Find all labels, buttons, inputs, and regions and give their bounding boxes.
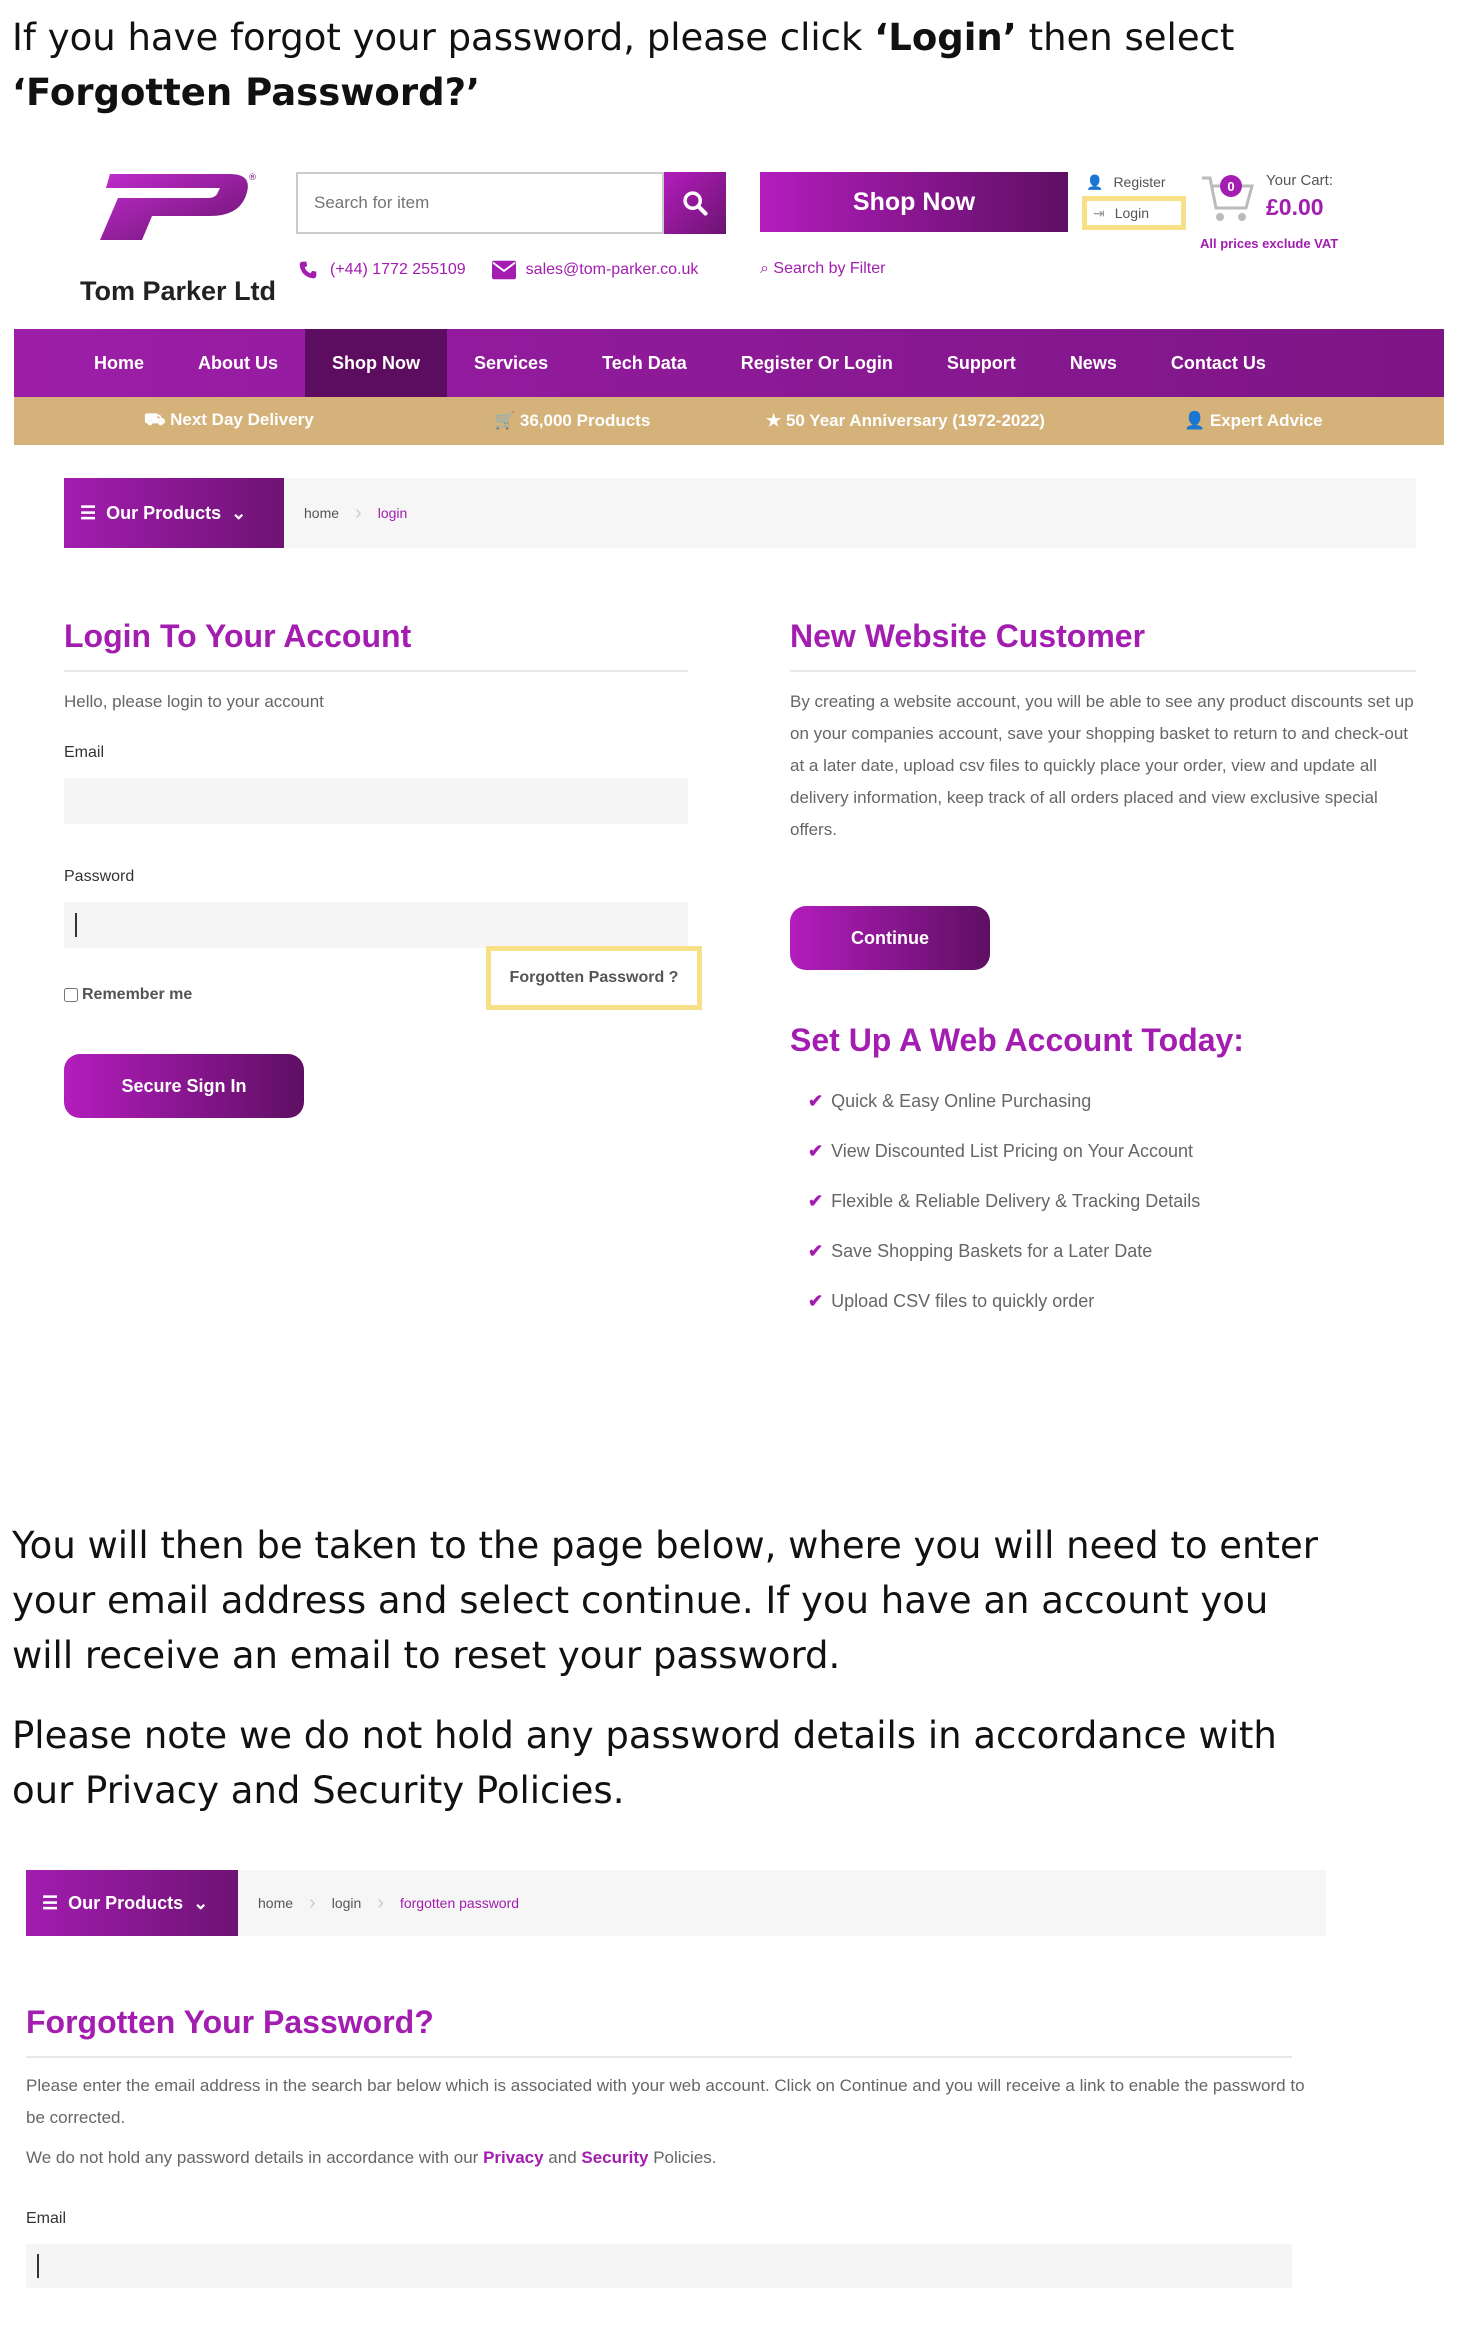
- search-box: [296, 172, 664, 234]
- check-icon: ✔: [808, 1140, 824, 1161]
- phone-number[interactable]: (+44) 1772 255109: [330, 261, 466, 278]
- remember-me-checkbox[interactable]: [64, 988, 78, 1002]
- forgot-email-label: Email: [26, 2210, 67, 2227]
- chevron-down-icon: ⌄: [231, 502, 247, 523]
- forgot-title: Forgotten Your Password?: [26, 2004, 434, 2040]
- check-icon: ✔: [808, 1290, 824, 1311]
- intro-paragraph: [12, 10, 1452, 120]
- search-filter-label: Search by Filter: [773, 260, 886, 277]
- account-links: [1082, 170, 1186, 230]
- login-link[interactable]: [1082, 196, 1186, 230]
- continue-button[interactable]: Continue: [790, 906, 990, 970]
- breadcrumb-home[interactable]: home: [304, 505, 340, 521]
- breadcrumb-login[interactable]: login: [331, 1895, 362, 1911]
- policy-paragraph: Please note we do not hold any password details in accordance with our Privacy and Security Policies.: [12, 1714, 1277, 1812]
- envelope-icon: [492, 258, 516, 282]
- search-input[interactable]: [298, 174, 662, 232]
- person-icon: 👤: [1184, 411, 1210, 430]
- email-label: Email: [64, 744, 105, 761]
- search-by-filter-link[interactable]: [760, 260, 885, 278]
- our-products-button[interactable]: [64, 478, 284, 548]
- intro-text-1: If you have forgot your password, please click: [12, 16, 875, 59]
- breadcrumb-home[interactable]: home: [258, 1895, 294, 1911]
- nav-support[interactable]: Support: [946, 352, 1016, 373]
- our-products-button[interactable]: [26, 1870, 238, 1936]
- breadcrumb-separator-icon: ›: [309, 1891, 316, 1914]
- phone-icon: [296, 258, 320, 282]
- svg-text:®: ®: [248, 173, 257, 183]
- benefit-text: Save Shopping Baskets for a Later Date: [831, 1240, 1153, 1261]
- nav-news[interactable]: News: [1069, 352, 1117, 373]
- benefit-text: Flexible & Reliable Delivery & Tracking Details: [831, 1190, 1201, 1211]
- login-title: Login To Your Account: [64, 618, 412, 654]
- star-icon: ★: [766, 411, 786, 430]
- nav-services[interactable]: Services: [474, 352, 549, 373]
- breadcrumb: [258, 1870, 535, 1936]
- register-label: Register: [1113, 174, 1166, 190]
- our-products-label: Our Products: [106, 502, 222, 523]
- benefit-text: View Discounted List Pricing on Your Account: [831, 1140, 1193, 1161]
- contact-row: [296, 258, 698, 282]
- usp-next-day: [144, 410, 314, 432]
- policy-suffix: Policies.: [648, 2148, 717, 2167]
- text-cursor: [37, 2254, 39, 2278]
- usp-bar: [14, 397, 1444, 445]
- benefit-text: Quick & Easy Online Purchasing: [831, 1090, 1092, 1111]
- usp-next-day-label: Next Day Delivery: [170, 410, 314, 429]
- list-icon: ☰: [42, 1892, 59, 1913]
- nav-shop-now[interactable]: Shop Now: [305, 329, 447, 397]
- login-page-screenshot: [14, 150, 1444, 1330]
- usp-anniversary-label: 50 Year Anniversary (1972-2022): [785, 411, 1045, 430]
- usp-expert-label: Expert Advice: [1209, 411, 1323, 430]
- logo-text: Tom Parker Ltd: [80, 276, 277, 306]
- shop-now-button[interactable]: Shop Now: [760, 172, 1068, 232]
- check-icon: ✔: [808, 1190, 824, 1211]
- our-products-label: Our Products: [68, 1892, 184, 1913]
- cart-count-badge: 0: [1220, 175, 1242, 197]
- benefit-text: Upload CSV files to quickly order: [831, 1290, 1095, 1311]
- new-customer-divider: [790, 670, 1416, 672]
- setup-title: Set Up A Web Account Today:: [790, 1022, 1244, 1058]
- secure-sign-in-button[interactable]: Secure Sign In: [64, 1054, 304, 1118]
- magnifier-icon: ⌕: [760, 260, 769, 277]
- list-item: [808, 1276, 1200, 1326]
- forgot-divider: [26, 2056, 1292, 2058]
- breadcrumb-login[interactable]: login: [377, 505, 408, 521]
- register-link[interactable]: [1082, 170, 1186, 194]
- intro-forgot-emphasis: ‘Forgotten Password?’: [12, 71, 481, 114]
- chevron-down-icon: ⌄: [193, 1892, 209, 1913]
- site-logo[interactable]: [80, 168, 280, 306]
- intro-login-emphasis: ‘Login’: [874, 16, 1017, 59]
- new-customer-text: By creating a website account, you will be able to see any product discounts set up on your companies account, save your shopping basket to return to and check-out at a later date, upload csv files to quickly place your order, view and update all delivery information, keep track of all orders placed and view exclusive special offers.: [790, 692, 1414, 839]
- breadcrumb-bar: [64, 478, 1416, 548]
- breadcrumb: [304, 478, 423, 548]
- instructions-paragraph: You will then be taken to the page below, where you will need to enter your email address and select continue. If you have an account you will receive an email to reset your password.: [12, 1524, 1318, 1677]
- forgot-email-field[interactable]: [26, 2244, 1292, 2288]
- remember-me[interactable]: [64, 986, 192, 1004]
- search-button[interactable]: [664, 172, 726, 234]
- nav-home[interactable]: Home: [94, 352, 145, 373]
- cart-small-icon: 🛒: [494, 411, 520, 430]
- login-divider: [64, 670, 688, 672]
- search-icon: [681, 189, 709, 217]
- vat-note: All prices exclude VAT: [1200, 236, 1339, 251]
- intro-text-2: then select: [1016, 16, 1235, 59]
- email-link[interactable]: sales@tom-parker.co.uk: [525, 261, 699, 278]
- forgot-password-screenshot: [26, 1870, 1336, 2330]
- usp-anniversary: [766, 411, 1045, 431]
- truck-icon: ⛟: [144, 410, 171, 429]
- breadcrumb-forgotten-password[interactable]: forgotten password: [399, 1895, 520, 1911]
- nav-register-or-login[interactable]: Register Or Login: [740, 352, 893, 373]
- email-field[interactable]: [64, 778, 688, 824]
- benefits-list: [808, 1076, 1200, 1326]
- cart-total: £0.00: [1266, 194, 1324, 220]
- list-icon: ☰: [80, 502, 97, 523]
- login-subtitle: Hello, please login to your account: [64, 692, 324, 711]
- check-icon: ✔: [808, 1240, 824, 1261]
- forgot-policy-text: [26, 2142, 1316, 2174]
- password-field[interactable]: [64, 902, 688, 948]
- nav-tech-data[interactable]: Tech Data: [602, 352, 687, 373]
- policy-prefix: We do not hold any password details in accordance with our: [26, 2148, 484, 2167]
- list-item: [808, 1126, 1200, 1176]
- security-link[interactable]: Security: [581, 2148, 649, 2167]
- tom-parker-logo-icon: [80, 168, 260, 258]
- login-label: Login: [1114, 205, 1149, 221]
- policy-and: and: [543, 2148, 582, 2167]
- list-item: [808, 1176, 1200, 1226]
- forgot-instructions: Please enter the email address in the search bar below which is associated with your web account. Click on Continue and you will receive a link to enable the password to be corrected.: [26, 2076, 1305, 2127]
- usp-expert-advice: [1184, 411, 1323, 431]
- list-item: [808, 1076, 1200, 1126]
- nav-contact-us[interactable]: Contact Us: [1170, 352, 1266, 373]
- main-nav: [14, 329, 1444, 397]
- cart-label: Your Cart:: [1266, 172, 1333, 189]
- privacy-link[interactable]: Privacy: [483, 2148, 544, 2167]
- breadcrumb-bar: [26, 1870, 1326, 1936]
- list-item: [808, 1226, 1200, 1276]
- breadcrumb-separator-icon: ›: [377, 1891, 384, 1914]
- usp-products: [494, 411, 650, 431]
- check-icon: ✔: [808, 1090, 824, 1111]
- sign-in-icon: ⇥: [1093, 204, 1105, 221]
- usp-products-label: 36,000 Products: [519, 411, 651, 430]
- text-cursor: [75, 913, 77, 937]
- breadcrumb-separator-icon: ›: [355, 501, 362, 524]
- user-icon: 👤: [1086, 173, 1104, 190]
- cart-widget[interactable]: [1200, 170, 1340, 240]
- forgotten-password-link[interactable]: Forgotten Password ?: [486, 946, 702, 1010]
- nav-about-us[interactable]: About Us: [198, 352, 279, 373]
- new-customer-title: New Website Customer: [790, 618, 1146, 654]
- password-label: Password: [64, 868, 135, 885]
- remember-me-label: Remember me: [82, 986, 193, 1003]
